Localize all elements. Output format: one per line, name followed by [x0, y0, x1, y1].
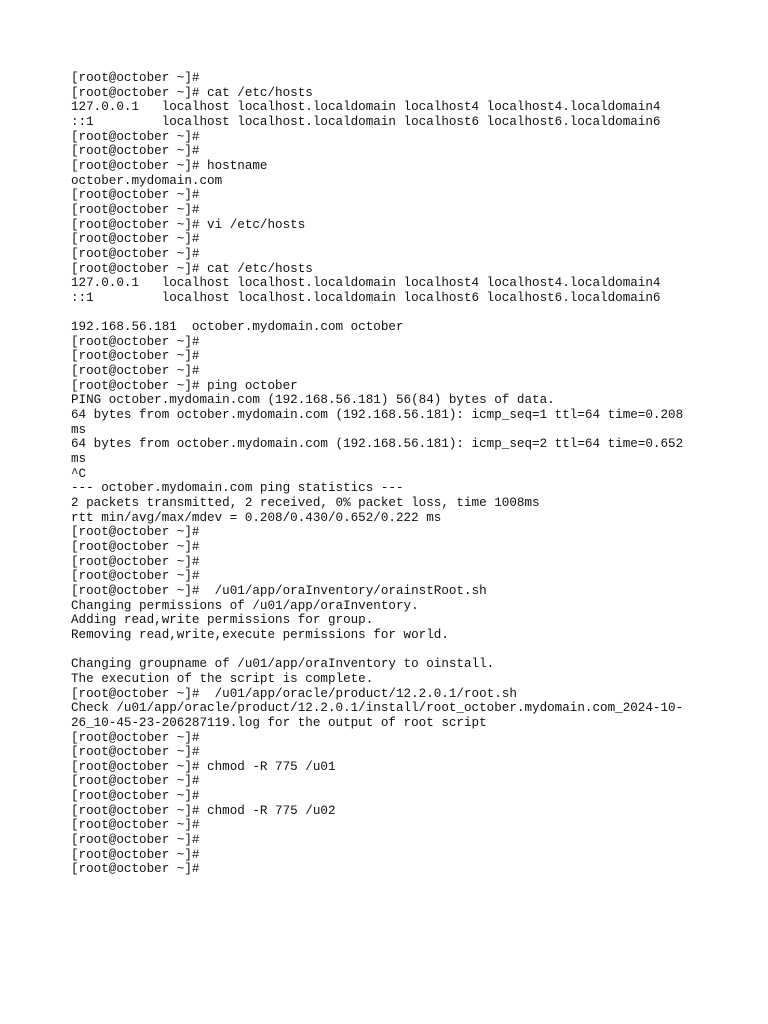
log-line: --- october.mydomain.com ping statistics --- [71, 481, 404, 496]
log-line: 192.168.56.181 october.mydomain.com october [71, 320, 404, 335]
log-line: [root@october ~]# chmod -R 775 /u01 [71, 759, 336, 774]
log-line: rtt min/avg/max/mdev = 0.208/0.430/0.652/0.222 ms [71, 510, 442, 525]
log-line [71, 306, 731, 321]
terminal-log [71, 71, 731, 877]
log-line: Changing groupname of /u01/app/oraInventory to oinstall. [71, 657, 495, 672]
log-line: [root@october ~]# cat /etc/hosts [71, 261, 313, 276]
log-line: [root@october ~]# ping october [71, 378, 298, 393]
log-line: [root@october ~]# [71, 364, 200, 379]
log-line: [root@october ~]# [71, 129, 200, 144]
log-line: [root@october ~]# [71, 144, 200, 159]
log-line: ::1 localhost localhost.localdomain localhost6 localhost6.localdomain6 [71, 290, 661, 305]
log-line: [root@october ~]# cat /etc/hosts [71, 85, 313, 100]
log-line: 127.0.0.1 localhost localhost.localdomain localhost4 localhost4.localdomain4 [71, 276, 661, 291]
log-line: [root@october ~]# [71, 539, 200, 554]
log-line: [root@october ~]# [71, 862, 200, 877]
log-line: PING october.mydomain.com (192.168.56.181) 56(84) bytes of data. [71, 393, 555, 408]
log-line: [root@october ~]# [71, 730, 200, 745]
log-line: [root@october ~]# [71, 71, 200, 85]
log-line: [root@october ~]# hostname [71, 158, 268, 173]
log-line: [root@october ~]# [71, 774, 200, 789]
log-line: Changing permissions of /u01/app/oraInventory. [71, 598, 419, 613]
log-line: [root@october ~]# [71, 188, 200, 203]
log-line: ms [71, 422, 87, 437]
log-line: [root@october ~]# [71, 789, 200, 804]
log-line: ^C [71, 466, 87, 481]
log-line: 2 packets transmitted, 2 received, 0% packet loss, time 1008ms [71, 496, 540, 511]
log-line: [root@october ~]# [71, 554, 200, 569]
log-line [71, 643, 731, 658]
log-line: [root@october ~]# /u01/app/oracle/product/12.2.0.1/root.sh [71, 686, 517, 701]
log-line: [root@october ~]# [71, 833, 200, 848]
log-line: 26_10-45-23-206287119.log for the output of root script [71, 715, 487, 730]
log-line: [root@october ~]# [71, 525, 200, 540]
log-line: ms [71, 452, 87, 467]
log-line: 64 bytes from october.mydomain.com (192.168.56.181): icmp_seq=1 ttl=64 time=0.208 [71, 408, 684, 423]
log-line: [root@october ~]# [71, 745, 200, 760]
log-line: Check /u01/app/oracle/product/12.2.0.1/install/root_october.mydomain.com_2024-10- [71, 701, 684, 716]
log-line: [root@october ~]# vi /etc/hosts [71, 217, 306, 232]
log-line: 64 bytes from october.mydomain.com (192.168.56.181): icmp_seq=2 ttl=64 time=0.652 [71, 437, 684, 452]
log-line: [root@october ~]# [71, 847, 200, 862]
log-line: The execution of the script is complete. [71, 671, 374, 686]
log-line: Removing read,write,execute permissions for world. [71, 627, 449, 642]
log-line: 127.0.0.1 localhost localhost.localdomain localhost4 localhost4.localdomain4 [71, 100, 661, 115]
log-line: [root@october ~]# [71, 349, 200, 364]
log-line: Adding read,write permissions for group. [71, 613, 374, 628]
log-line: [root@october ~]# /u01/app/oraInventory/orainstRoot.sh [71, 583, 487, 598]
log-line: [root@october ~]# [71, 334, 200, 349]
log-line: october.mydomain.com [71, 173, 223, 188]
log-line: [root@october ~]# [71, 818, 200, 833]
log-line: ::1 localhost localhost.localdomain localhost6 localhost6.localdomain6 [71, 114, 661, 129]
log-line: [root@october ~]# chmod -R 775 /u02 [71, 803, 336, 818]
log-line: [root@october ~]# [71, 232, 200, 247]
log-line: [root@october ~]# [71, 569, 200, 584]
log-line: [root@october ~]# [71, 246, 200, 261]
log-line: [root@october ~]# [71, 202, 200, 217]
